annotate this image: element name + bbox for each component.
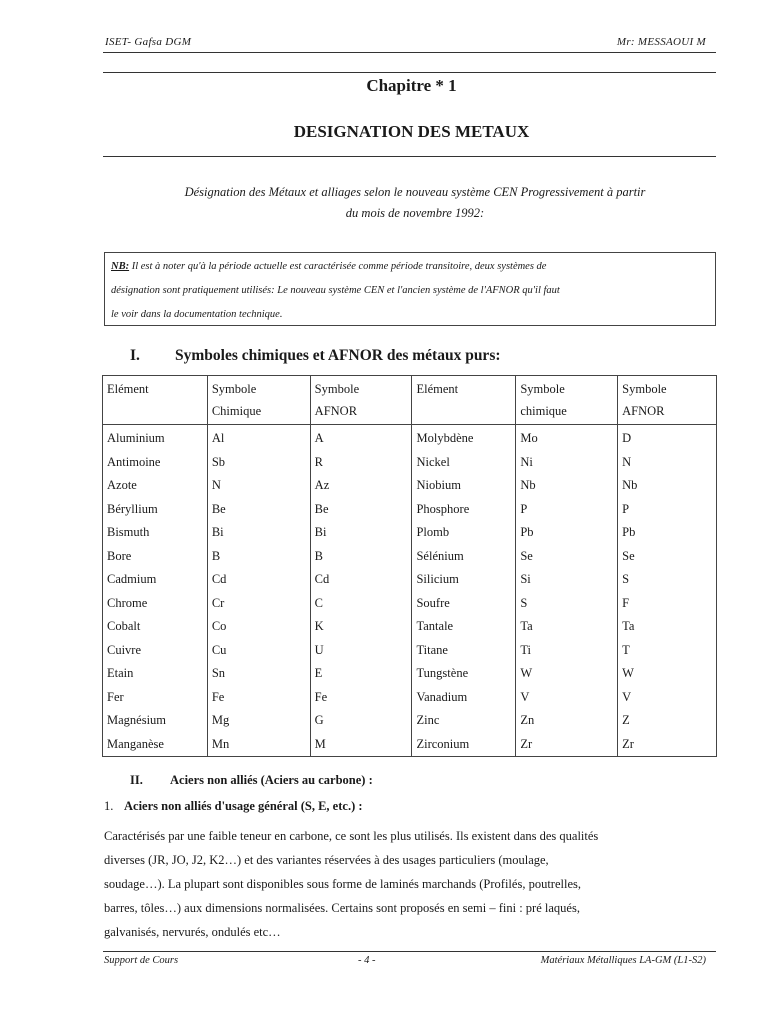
metals-symbol-table — [102, 375, 717, 757]
paragraph-line: Caractérisés par une faible teneur en carbone, ce sont les plus utilisés. Ils existent dans des qualités — [104, 829, 599, 843]
table-cell: Cobalt — [103, 615, 208, 639]
table-row — [103, 451, 717, 475]
table-cell: Zr — [516, 733, 618, 757]
footer-course: Support de Cours — [104, 955, 179, 966]
table-header-cell — [207, 376, 310, 425]
footer-rule — [103, 951, 716, 952]
body-paragraph — [104, 824, 719, 944]
note-line: le voir dans la documentation technique. — [111, 309, 283, 320]
table-cell: V — [516, 686, 618, 710]
table-cell: Be — [207, 498, 310, 522]
table-cell: Molybdène — [412, 425, 516, 451]
table-cell: Zinc — [412, 709, 516, 733]
header-line: AFNOR — [314, 404, 358, 418]
table-cell: Ti — [516, 639, 618, 663]
chapter-top-rule — [103, 72, 716, 73]
table-cell: Tantale — [412, 615, 516, 639]
paragraph-line: galvanisés, nervurés, ondulés etc… — [104, 925, 281, 939]
table-cell: Nb — [516, 474, 618, 498]
table-cell: Se — [618, 545, 717, 569]
table-cell: Tungstène — [412, 662, 516, 686]
table-cell: Aluminium — [103, 425, 208, 451]
table-cell: Zr — [618, 733, 717, 757]
header-line: chimique — [520, 404, 567, 418]
table-header-row — [103, 376, 717, 425]
table-cell: Az — [310, 474, 412, 498]
page-number: - 4 - — [358, 955, 376, 966]
note-label: NB: — [111, 261, 130, 272]
table-cell: Nb — [618, 474, 717, 498]
section-number: II. — [130, 773, 143, 787]
subsection-number: 1. — [104, 799, 114, 813]
table-body — [103, 425, 717, 757]
table-cell: Nickel — [412, 451, 516, 475]
table-cell: Bi — [310, 521, 412, 545]
table-cell: A — [310, 425, 412, 451]
table-cell: Co — [207, 615, 310, 639]
table-cell: B — [207, 545, 310, 569]
table-cell: K — [310, 615, 412, 639]
table-cell: Zn — [516, 709, 618, 733]
table-cell: C — [310, 592, 412, 616]
table-cell: Fer — [103, 686, 208, 710]
subsection-1-heading — [104, 799, 363, 814]
table-cell: Bi — [207, 521, 310, 545]
header-author: Mr: MESSAOUI M — [616, 36, 706, 48]
chapter-label: Chapitre * 1 — [366, 76, 457, 95]
table-cell: Fe — [310, 686, 412, 710]
header-line: Chimique — [211, 404, 262, 418]
table-cell: T — [618, 639, 717, 663]
footer-subject: Matériaux Métalliques LA-GM (L1-S2) — [540, 955, 706, 966]
table-cell: N — [618, 451, 717, 475]
table-cell: Manganèse — [103, 733, 208, 757]
table-row — [103, 498, 717, 522]
table-cell: Antimoine — [103, 451, 208, 475]
table-row — [103, 639, 717, 663]
table-row — [103, 592, 717, 616]
table-cell: Vanadium — [412, 686, 516, 710]
table-cell: Cd — [207, 568, 310, 592]
section-number: I. — [130, 347, 140, 364]
subtitle — [110, 182, 720, 224]
table-cell: Cuivre — [103, 639, 208, 663]
header-institution: ISET- Gafsa DGM — [105, 36, 192, 48]
table-cell: Soufre — [412, 592, 516, 616]
header-line: Symbole — [622, 382, 667, 396]
table-cell: S — [516, 592, 618, 616]
paragraph-line: barres, tôles…) aux dimensions normalisées. Certains sont proposés en semi – fini : pré laqués, — [104, 901, 580, 915]
table-cell: Fe — [207, 686, 310, 710]
table-cell: N — [207, 474, 310, 498]
header-line: Symbole — [520, 382, 565, 396]
table-header-cell — [103, 376, 208, 425]
header-line: Symbole — [211, 382, 257, 396]
header-line: Elément — [107, 382, 149, 396]
section-1-heading — [130, 347, 501, 365]
table-cell: Titane — [412, 639, 516, 663]
table-cell: P — [618, 498, 717, 522]
table-row — [103, 686, 717, 710]
table-row — [103, 615, 717, 639]
table-cell: Be — [310, 498, 412, 522]
table-cell: V — [618, 686, 717, 710]
subtitle-line: Désignation des Métaux et alliages selon le nouveau système CEN Progressivement à partir — [184, 185, 646, 199]
section-title: Symboles chimiques et AFNOR des métaux purs: — [175, 347, 501, 364]
table-cell: Cu — [207, 639, 310, 663]
subtitle-line: du mois de novembre 1992: — [345, 206, 485, 220]
table-cell: Ta — [618, 615, 717, 639]
table-cell: W — [516, 662, 618, 686]
table-cell: D — [618, 425, 717, 451]
table-row — [103, 545, 717, 569]
note-box — [104, 252, 716, 326]
table-cell: F — [618, 592, 717, 616]
table-cell: Azote — [103, 474, 208, 498]
header-line: AFNOR — [622, 404, 665, 418]
section-title: Aciers non alliés (Aciers au carbone) : — [170, 773, 373, 787]
table-cell: Pb — [618, 521, 717, 545]
table-row — [103, 568, 717, 592]
table-header-cell — [310, 376, 412, 425]
section-2-heading — [130, 773, 373, 788]
paragraph-line: soudage…). La plupart sont disponibles sous forme de laminés marchands (Profilés, poutrelles, — [104, 877, 581, 891]
table-cell: W — [618, 662, 717, 686]
table-cell: Si — [516, 568, 618, 592]
table-cell: Sb — [207, 451, 310, 475]
note-text: Il est à noter qu'à la période actuelle est caractérisée comme période transitoire, deux systèmes de — [129, 261, 547, 272]
table-cell: Silicium — [412, 568, 516, 592]
table-cell: Niobium — [412, 474, 516, 498]
table-cell: U — [310, 639, 412, 663]
paragraph-line: diverses (JR, JO, J2, K2…) et des variantes réservées à des usages particuliers (moulage, — [104, 853, 549, 867]
table-cell: P — [516, 498, 618, 522]
table-cell: Mg — [207, 709, 310, 733]
table-row — [103, 733, 717, 757]
table-cell: Cr — [207, 592, 310, 616]
header-line: Symbole — [314, 382, 360, 396]
table-cell: Mn — [207, 733, 310, 757]
table-cell: Bismuth — [103, 521, 208, 545]
table-cell: Béryllium — [103, 498, 208, 522]
table-cell: M — [310, 733, 412, 757]
note-line — [111, 255, 709, 279]
table-cell: Pb — [516, 521, 618, 545]
table-cell: Sélénium — [412, 545, 516, 569]
table-cell: Cd — [310, 568, 412, 592]
subsection-title: Aciers non alliés d'usage général (S, E, etc.) : — [124, 799, 363, 813]
table-cell: Al — [207, 425, 310, 451]
table-cell: S — [618, 568, 717, 592]
table-row — [103, 662, 717, 686]
table-cell: Cadmium — [103, 568, 208, 592]
table-row — [103, 474, 717, 498]
table-cell: R — [310, 451, 412, 475]
table-cell: Mo — [516, 425, 618, 451]
table-cell: B — [310, 545, 412, 569]
table-cell: Chrome — [103, 592, 208, 616]
table-cell: Bore — [103, 545, 208, 569]
table-cell: Etain — [103, 662, 208, 686]
table-row — [103, 709, 717, 733]
table-cell: Z — [618, 709, 717, 733]
table-cell: Zirconium — [412, 733, 516, 757]
table-cell: G — [310, 709, 412, 733]
table-cell: Se — [516, 545, 618, 569]
table-cell: Ta — [516, 615, 618, 639]
table-cell: E — [310, 662, 412, 686]
page-title: DESIGNATION DES METAUX — [293, 122, 530, 141]
note-line: désignation sont pratiquement utilisés: Le nouveau système CEN et l'ancien système de l'AFNOR qu'il faut — [111, 285, 560, 296]
table-header-cell — [618, 376, 717, 425]
table-row — [103, 425, 717, 451]
table-cell: Sn — [207, 662, 310, 686]
table-row — [103, 521, 717, 545]
title-bottom-rule — [103, 156, 716, 157]
table-cell: Ni — [516, 451, 618, 475]
table-header-cell — [516, 376, 618, 425]
table-cell: Plomb — [412, 521, 516, 545]
header-rule — [103, 52, 716, 53]
table-cell: Magnésium — [103, 709, 208, 733]
table-cell: Phosphore — [412, 498, 516, 522]
header-line: Elément — [416, 382, 459, 396]
table-header-cell — [412, 376, 516, 425]
